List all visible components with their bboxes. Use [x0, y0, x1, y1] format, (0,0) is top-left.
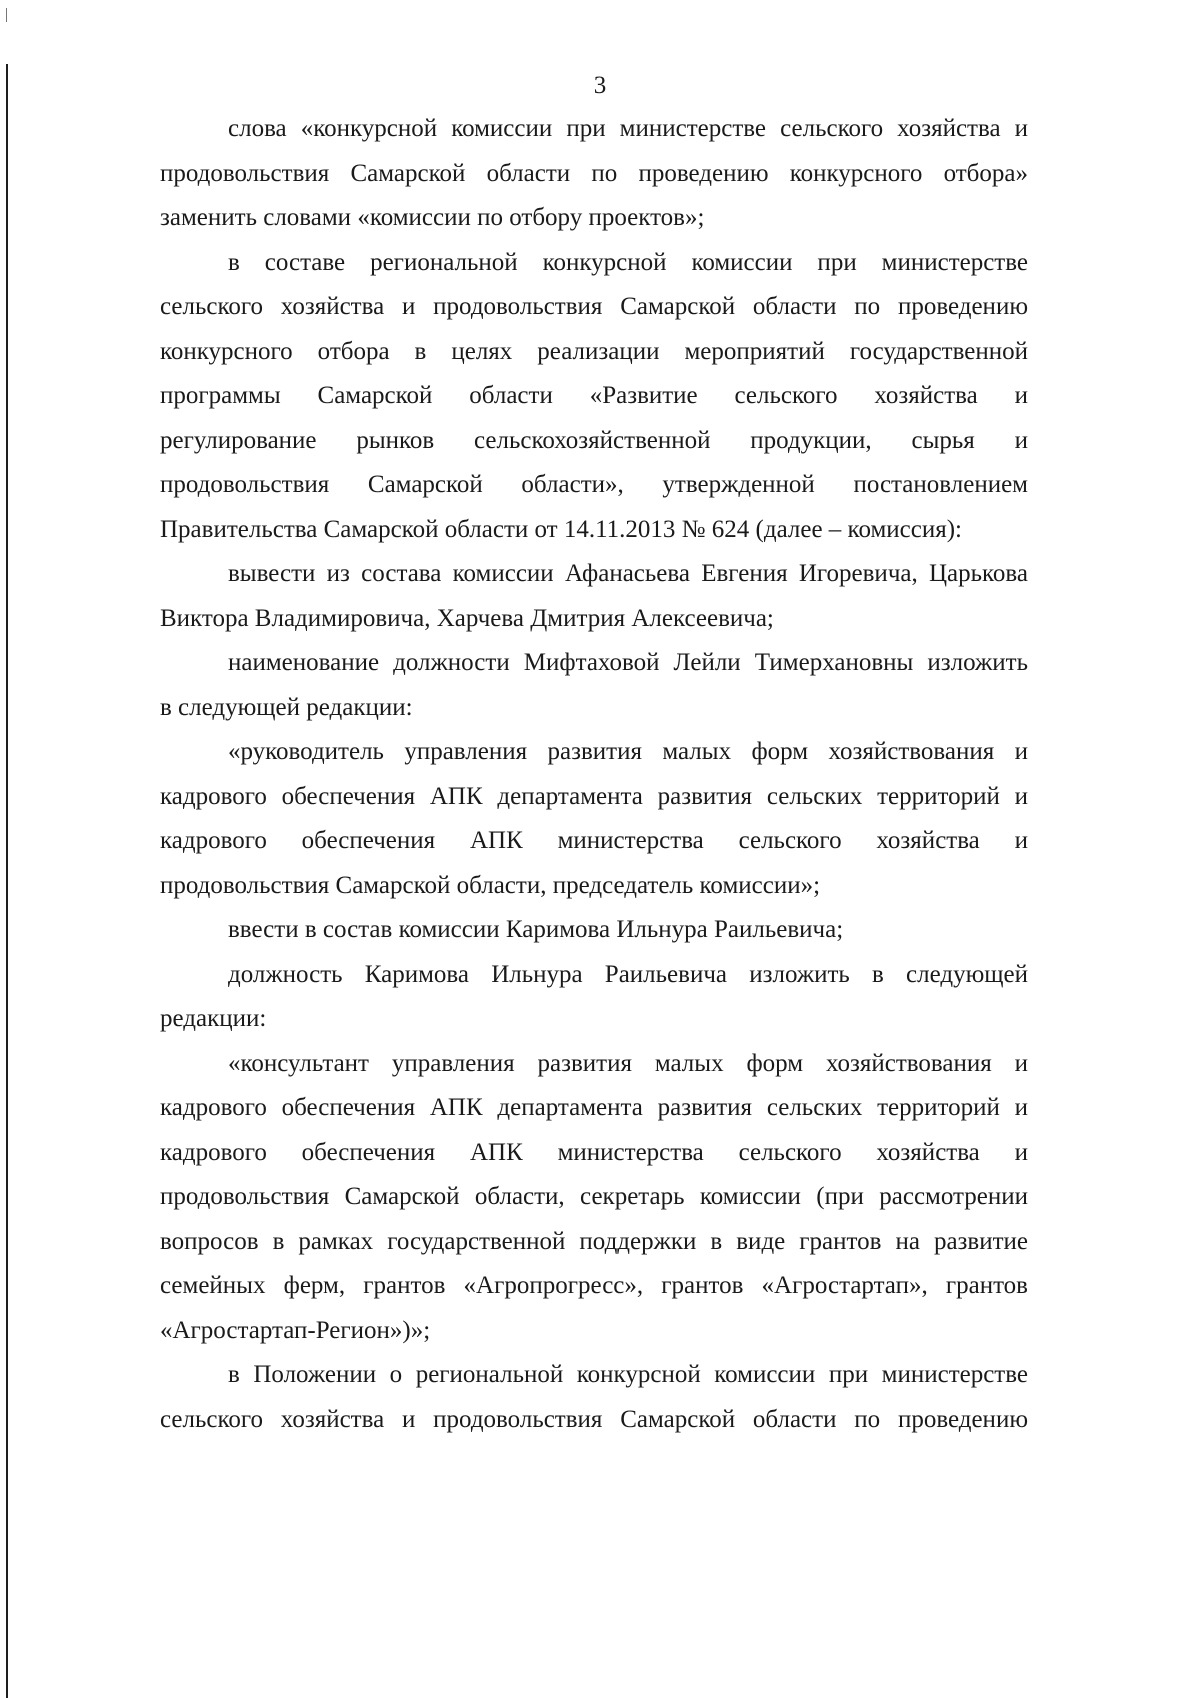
text-line: кадрового обеспечения АПК департамента развития сельских территорий и	[160, 1094, 1028, 1121]
page-number: 3	[593, 72, 607, 99]
text-line: Правительства Самарской области от 14.11.2013 № 624 (далее – комиссия):	[160, 515, 963, 543]
text-line: слова «конкурсной комиссии при министерстве сельского хозяйства и	[228, 115, 1028, 142]
scan-mark	[6, 8, 7, 22]
document-body	[160, 107, 1028, 1442]
text-line: кадрового обеспечения АПК министерства сельского хозяйства и	[160, 1138, 1028, 1166]
text-line: «Агростартап-Регион»)»;	[160, 1316, 431, 1344]
text-line: сельского хозяйства и продовольствия Самарской области по проведению	[160, 1405, 1028, 1433]
text-line: продовольствия Самарской области», утвержденной постановлением	[160, 471, 1028, 498]
text-line: конкурсного отбора в целях реализации мероприятий государственной	[160, 337, 1028, 365]
text-line: «консультант управления развития малых форм хозяйствования и	[228, 1049, 1028, 1077]
text-line: регулирование рынков сельскохозяйственной продукции, сырья и	[160, 426, 1028, 454]
text-line: в составе региональной конкурсной комиссии при министерстве	[228, 248, 1028, 276]
text-line: редакции:	[160, 1005, 267, 1032]
text-line: кадрового обеспечения АПК департамента развития сельских территорий и	[160, 782, 1028, 810]
text-line: в Положении о региональной конкурсной комиссии при министерстве	[228, 1361, 1028, 1388]
text-line: заменить словами «комиссии по отбору проектов»;	[160, 204, 705, 231]
text-line: вопросов в рамках государственной поддержки в виде грантов на развитие	[160, 1227, 1028, 1255]
text-line: программы Самарской области «Развитие сельского хозяйства и	[160, 382, 1028, 409]
scan-edge-line	[6, 64, 8, 1698]
text-line: наименование должности Мифтаховой Лейли Тимерхановны изложить	[228, 649, 1028, 676]
text-line: вывести из состава комиссии Афанасьева Евгения Игоревича, Царькова	[228, 560, 1028, 587]
text-line: должность Каримова Ильнура Раильевича изложить в следующей	[228, 960, 1028, 988]
text-line: семейных ферм, грантов «Агропрогресс», грантов «Агростартап», грантов	[160, 1272, 1028, 1299]
text-line: Виктора Владимировича, Харчева Дмитрия Алексеевича;	[160, 604, 774, 632]
text-line: в следующей редакции:	[160, 693, 413, 721]
text-line: «руководитель управления развития малых форм хозяйствования и	[228, 738, 1028, 765]
text-line: продовольствия Самарской области по проведению конкурсного отбора»	[160, 159, 1028, 187]
text-line: ввести в состав комиссии Каримова Ильнура Раильевича;	[228, 916, 844, 943]
text-line: продовольствия Самарской области, секретарь комиссии (при рассмотрении	[160, 1183, 1028, 1210]
text-line: сельского хозяйства и продовольствия Самарской области по проведению	[160, 293, 1028, 320]
text-line: кадрового обеспечения АПК министерства сельского хозяйства и	[160, 827, 1028, 854]
text-line: продовольствия Самарской области, председатель комиссии»;	[160, 871, 821, 899]
